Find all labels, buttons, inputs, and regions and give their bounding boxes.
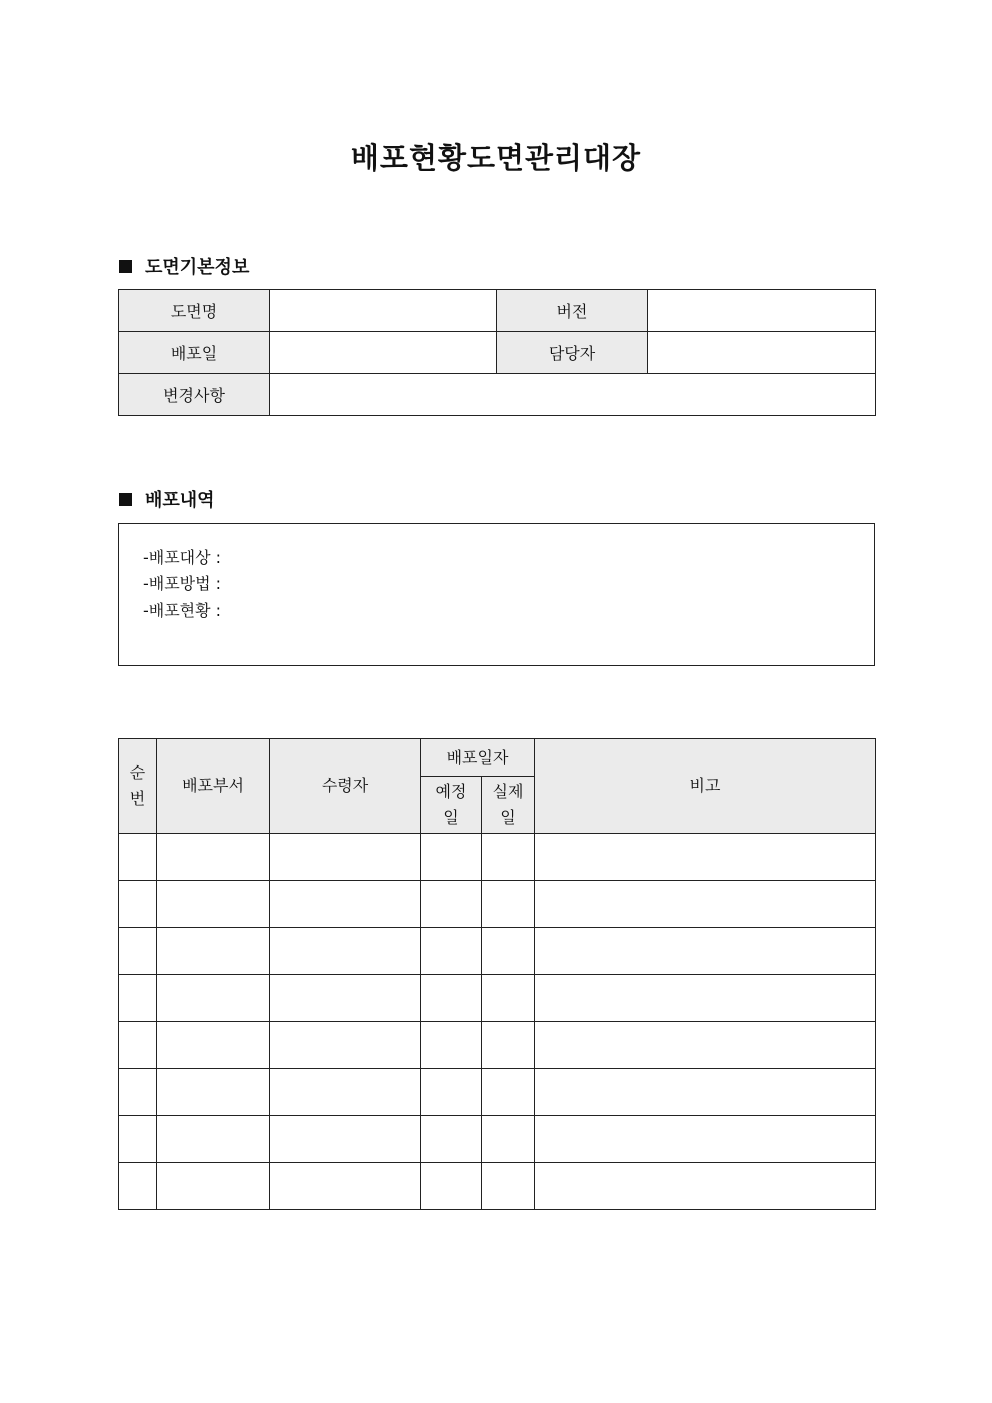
row-recipient-cell[interactable]: [270, 1163, 421, 1210]
row-no-cell[interactable]: [119, 834, 157, 881]
row-recipient-cell[interactable]: [270, 928, 421, 975]
row-actual-date-cell[interactable]: [482, 1022, 535, 1069]
row-remarks-cell[interactable]: [535, 834, 876, 881]
distribution-table: [118, 738, 876, 1210]
release-date-field[interactable]: [270, 332, 497, 374]
column-header-no-line2: 번: [129, 789, 146, 808]
row-actual-date-cell[interactable]: [482, 881, 535, 928]
row-actual-date-cell[interactable]: [482, 834, 535, 881]
column-header-no: [119, 739, 157, 834]
version-label: 버전: [497, 290, 648, 332]
column-header-actual-line1: 실제: [492, 782, 524, 801]
column-header-no-line1: 순: [129, 763, 146, 782]
row-department-cell[interactable]: [157, 1069, 270, 1116]
row-department-cell[interactable]: [157, 1116, 270, 1163]
changes-field[interactable]: [270, 374, 876, 416]
row-actual-date-cell[interactable]: [482, 1163, 535, 1210]
drawing-name-field[interactable]: [270, 290, 497, 332]
row-no-cell[interactable]: [119, 881, 157, 928]
row-no-cell[interactable]: [119, 1069, 157, 1116]
column-header-actual-line2: 일: [500, 808, 516, 827]
distribution-table-body: [119, 834, 876, 1210]
row-no-cell[interactable]: [119, 1022, 157, 1069]
square-bullet-icon: [119, 260, 132, 273]
row-planned-date-cell[interactable]: [421, 834, 482, 881]
row-remarks-cell[interactable]: [535, 928, 876, 975]
distribution-target-line: -배포대상 :: [143, 548, 222, 567]
table-row: [119, 881, 876, 928]
column-header-date-group: 배포일자: [421, 739, 535, 777]
row-no-cell[interactable]: [119, 1163, 157, 1210]
table-row: [119, 1163, 876, 1210]
version-field[interactable]: [648, 290, 876, 332]
square-bullet-icon: [119, 493, 132, 506]
row-department-cell[interactable]: [157, 975, 270, 1022]
row-remarks-cell[interactable]: [535, 1069, 876, 1116]
table-row: [119, 834, 876, 881]
column-header-recipient: 수령자: [270, 739, 421, 834]
row-department-cell[interactable]: [157, 834, 270, 881]
row-actual-date-cell[interactable]: [482, 1069, 535, 1116]
row-remarks-cell[interactable]: [535, 1163, 876, 1210]
row-no-cell[interactable]: [119, 975, 157, 1022]
row-recipient-cell[interactable]: [270, 1022, 421, 1069]
manager-field[interactable]: [648, 332, 876, 374]
table-row: [119, 1069, 876, 1116]
column-header-planned-line1: 예정: [435, 782, 467, 801]
row-recipient-cell[interactable]: [270, 834, 421, 881]
row-recipient-cell[interactable]: [270, 1116, 421, 1163]
row-planned-date-cell[interactable]: [421, 1116, 482, 1163]
row-planned-date-cell[interactable]: [421, 1069, 482, 1116]
drawing-name-label: 도면명: [119, 290, 270, 332]
table-row: [119, 1116, 876, 1163]
row-planned-date-cell[interactable]: [421, 975, 482, 1022]
row-remarks-cell[interactable]: [535, 975, 876, 1022]
row-recipient-cell[interactable]: [270, 881, 421, 928]
row-no-cell[interactable]: [119, 1116, 157, 1163]
row-actual-date-cell[interactable]: [482, 928, 535, 975]
row-planned-date-cell[interactable]: [421, 881, 482, 928]
section-heading-label: 도면기본정보: [145, 257, 250, 278]
row-planned-date-cell[interactable]: [421, 928, 482, 975]
row-department-cell[interactable]: [157, 1163, 270, 1210]
distribution-notes-box[interactable]: [118, 523, 875, 666]
row-recipient-cell[interactable]: [270, 975, 421, 1022]
document-title: 배포현황도면관리대장: [350, 141, 642, 175]
row-remarks-cell[interactable]: [535, 881, 876, 928]
row-department-cell[interactable]: [157, 1022, 270, 1069]
row-remarks-cell[interactable]: [535, 1116, 876, 1163]
basic-info-table: [118, 289, 876, 416]
distribution-method-line: -배포방법 :: [143, 574, 222, 593]
section-heading-distribution: [119, 486, 215, 512]
row-actual-date-cell[interactable]: [482, 1116, 535, 1163]
table-row: [119, 975, 876, 1022]
release-date-label: 배포일: [119, 332, 270, 374]
column-header-remarks: 비고: [535, 739, 876, 834]
changes-label: 변경사항: [119, 374, 270, 416]
row-department-cell[interactable]: [157, 928, 270, 975]
manager-label: 담당자: [497, 332, 648, 374]
row-planned-date-cell[interactable]: [421, 1022, 482, 1069]
row-no-cell[interactable]: [119, 928, 157, 975]
table-row: [119, 928, 876, 975]
column-header-planned-line2: 일: [443, 808, 459, 827]
section-heading-label: 배포내역: [145, 490, 215, 511]
row-department-cell[interactable]: [157, 881, 270, 928]
row-actual-date-cell[interactable]: [482, 975, 535, 1022]
table-row: [119, 1022, 876, 1069]
row-remarks-cell[interactable]: [535, 1022, 876, 1069]
row-planned-date-cell[interactable]: [421, 1163, 482, 1210]
section-heading-basic-info: [119, 253, 249, 279]
column-header-planned: [421, 777, 482, 834]
distribution-status-line: -배포현황 :: [143, 601, 222, 620]
column-header-actual: [482, 777, 535, 834]
row-recipient-cell[interactable]: [270, 1069, 421, 1116]
column-header-department: 배포부서: [157, 739, 270, 834]
